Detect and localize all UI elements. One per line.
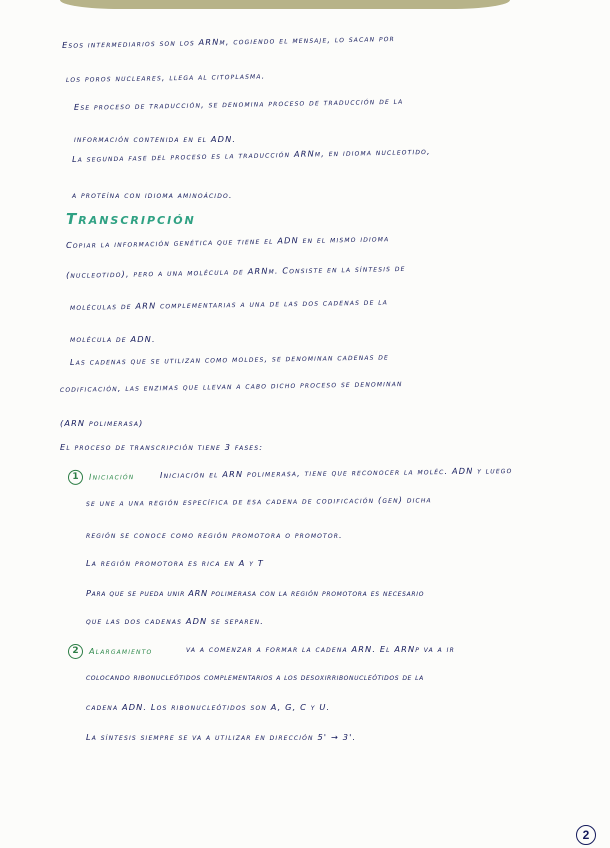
- phase-1-label: Iniciación: [88, 471, 135, 482]
- note-line-6: a proteína con idioma aminoácido.: [72, 190, 233, 200]
- note-line-4: información contenida en el ADN.: [74, 134, 237, 144]
- note-line-23: cadena ADN. Los ribonucleótidos son A, G, C y U.: [86, 702, 331, 712]
- page-number: 2: [576, 825, 596, 845]
- note-line-21: va a comenzar a formar la cadena ARN. El ARNp va a ir: [186, 644, 455, 654]
- note-line-7: Copiar la información genética que tiene el ADN en el mismo idioma: [65, 233, 390, 250]
- note-line-8: (nucleotido), pero a una molécula de ARNm. Consiste en la síntesis de: [65, 262, 406, 280]
- note-line-22: colocando ribonucleótidos complementarios a los desoxirribonucleótidos de la: [86, 672, 424, 682]
- phase-1-number: 1: [68, 470, 83, 485]
- note-line-3: Ese proceso de traducción, se denomina proceso de traducción de la: [73, 95, 404, 112]
- note-line-17: región se conoce como región promotora o promotor.: [86, 530, 343, 540]
- note-line-2: los poros nucleares, llega al citoplasma.: [65, 70, 266, 84]
- phase-2-line: [68, 644, 152, 659]
- note-line-24: La síntesis siempre se va a utilizar en dirección 5' → 3'.: [86, 732, 357, 742]
- note-line-1: Esos intermediarios son los ARNm, cogiendo el mensaje, lo sacan por: [61, 33, 396, 50]
- note-line-16: se une a una región específica de esa cadena de codificación (gen) dicha: [85, 494, 432, 508]
- note-line-11: Las cadenas que se utilizan como moldes, se denominan cadenas de: [69, 351, 390, 367]
- note-line-18: La región promotora es rica en A y T: [86, 558, 264, 568]
- note-line-12: codificación, las enzimas que llevan a cabo dicho proceso se denominan: [59, 378, 403, 394]
- note-line-9: moléculas de ARN complementarias a una de las dos cadenas de la: [69, 296, 389, 312]
- note-line-20: que las dos cadenas ADN se separen.: [86, 616, 264, 626]
- binding-strip: [60, 0, 510, 9]
- phase-1-line: [68, 469, 135, 485]
- note-line-13: (ARN polimerasa): [60, 418, 144, 428]
- note-line-19: Para que se pueda unir ARN polimerasa con la región promotora es necesario: [86, 588, 425, 598]
- note-line-10: molécula de ADN.: [70, 334, 156, 344]
- note-line-14: El proceso de transcripción tiene 3 fases:: [60, 442, 264, 452]
- section-heading-transcripcion: Transcripción: [66, 210, 196, 228]
- note-line-5: La segunda fase del proceso es la traducción ARNm, en idioma nucleotido,: [71, 145, 431, 164]
- phase-2-number: 2: [68, 644, 83, 659]
- note-line-15: Iniciación el ARN polimerasa, tiene que reconocer la moléc. ADN y luego: [159, 465, 513, 480]
- phase-2-label: Alargamiento: [89, 646, 153, 656]
